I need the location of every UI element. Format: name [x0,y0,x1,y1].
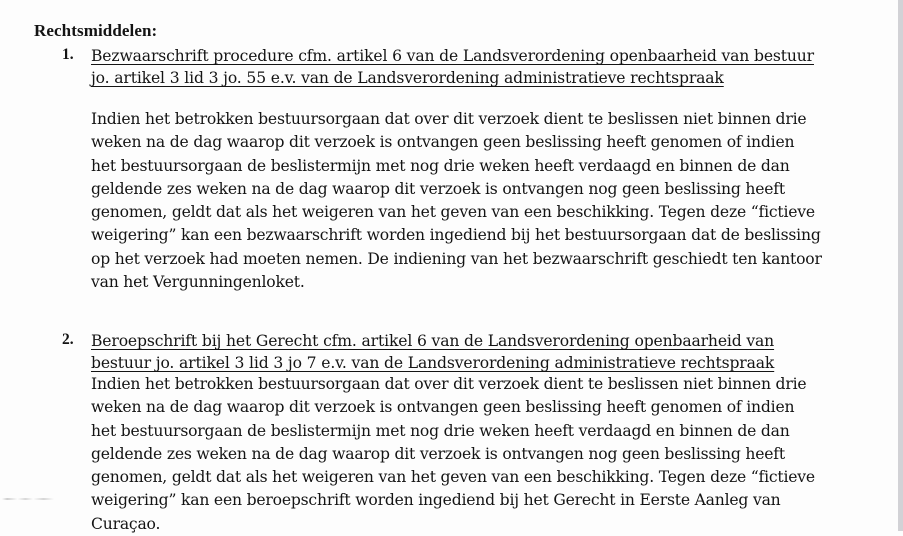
item-1-title-line: Bezwaarschrift procedure cfm. artikel 6 van de Landsverordening openbaarheid van bestuur [91,47,814,65]
item-2-body-line: weigering” kan een beroepschrift worden ingediend bij het Gerecht in Eerste Aanleg van [91,491,781,510]
item-2-title-line: bestuur jo. artikel 3 lid 3 jo 7 e.v. van de Landsverordening administratieve rechtspraak [91,354,775,372]
item-2-body-line: Curaçao. [91,514,161,533]
item-1-body-line: geldende zes weken na de dag waarop dit verzoek is ontvangen nog geen beslissing heeft [91,179,785,198]
item-1-title-line: jo. artikel 3 lid 3 jo. 55 e.v. van de Landsverordening administratieve rechtspraak [91,69,724,87]
item-1-body-line: het bestuursorgaan de beslistermijn met nog drie weken heeft verdaagd en binnen de dan [91,156,790,175]
item-2-body-line: weken na de dag waarop dit verzoek is ontvangen geen beslissing heeft genomen of indien [91,398,795,417]
item-1-body-line: Indien het betrokken bestuursorgaan dat over dit verzoek dient te beslissen niet binnen drie [91,110,807,128]
item-1-number: 1. [62,46,74,63]
item-1-body-line: weken na de dag waarop dit verzoek is ontvangen geen beslissing heeft genomen of indien [91,133,795,152]
item-1-body-line: genomen, geldt dat als het weigeren van het geven van een beschikking. Tegen deze “fictieve [91,203,815,222]
item-1-title [91,45,814,89]
item-1-body-line: van het Vergunningenloket. [91,273,305,292]
item-1-body-line: weigering” kan een bezwaarschrift worden ingediend bij het bestuursorgaan dat de beslissing [91,226,821,245]
item-1-body [91,108,822,294]
item-1-body-line: op het verzoek had moeten nemen. De indiening van het bezwaarschrift geschiedt ten kantoor [91,249,822,268]
item-2-title [91,330,811,374]
item-2-body-line: Indien het betrokken bestuursorgaan dat over dit verzoek dient te beslissen niet binnen drie [91,375,807,393]
item-2-number: 2. [62,331,74,348]
item-2-body-line: het bestuursorgaan de beslistermijn met nog drie weken heeft verdaagd en binnen de dan [91,421,790,440]
item-2-body [91,373,815,536]
item-2-title-line: Beroepschrift bij het Gerecht cfm. artikel 6 van de Landsverordening openbaarheid van [91,332,775,350]
scan-artifact [2,498,54,500]
page-edge-border [898,0,903,531]
section-heading: Rechtsmiddelen: [34,21,158,40]
item-2-body-line: geldende zes weken na de dag waarop dit verzoek is ontvangen nog geen beslissing heeft [91,444,785,463]
item-2-body-line: genomen, geldt dat als het weigeren van het geven van een beschikking. Tegen deze “fictieve [91,468,815,487]
